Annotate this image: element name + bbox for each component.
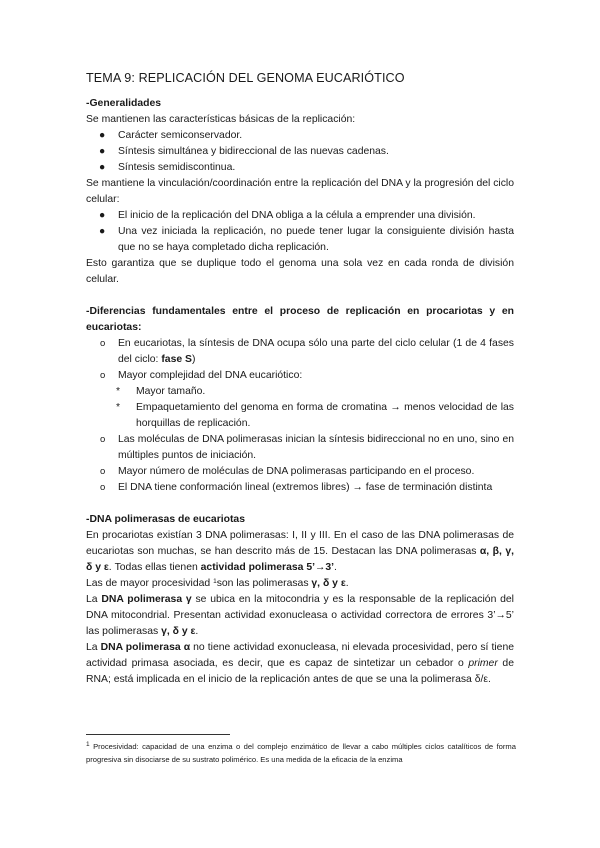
- paragraph: Esto garantiza que se duplique todo el genoma una sola vez en cada ronda de división celular.: [86, 258, 514, 285]
- list-item: ● Síntesis semidiscontinua.: [86, 160, 514, 176]
- list-item: * Mayor tamaño.: [86, 384, 514, 400]
- circle-bullet-icon: o: [100, 482, 106, 493]
- list-item: o El DNA tiene conformación lineal (extremos libres) → fase de terminación distinta: [86, 480, 514, 496]
- paragraph: Las de mayor procesividad $^1$son las polimerasas γ, δ y ε.: [86, 578, 349, 589]
- section-heading-polimerasas: -DNA polimerasas de eucariotas: [86, 514, 245, 525]
- bullet-list: [86, 208, 514, 256]
- paragraph: La DNA polimerasa α no tiene actividad exonucleasa, ni elevada procesividad, pero sí tiene actividad primasa asociada, es decir, que es capaz de sintetizar un cebador o primer de RNA; está implicada en el inicio de la replicación antes de que se una la polimerasa δ/ε.: [86, 642, 514, 685]
- bullet-icon: ●: [99, 226, 106, 237]
- bullet-icon: ●: [99, 162, 106, 173]
- document-body: [86, 70, 514, 688]
- list-item: o Mayor número de moléculas de DNA polimerasas participando en el proceso.: [86, 464, 514, 480]
- list-item: o Las moléculas de DNA polimerasas inician la síntesis bidireccional no en uno, sino en múltiples puntos de iniciación.: [100, 434, 514, 461]
- asterisk-bullet-icon: *: [116, 402, 121, 413]
- list-item: * Empaquetamiento del genoma en forma de cromatina → menos velocidad de las horquillas de replicación.: [116, 402, 514, 429]
- list-item: ● Síntesis simultánea y bidireccional de las nuevas cadenas.: [86, 144, 514, 160]
- list-item: ● Una vez iniciada la replicación, no puede tener lugar la consiguiente división hasta que no se haya completado dicha replicación.: [99, 226, 514, 253]
- list-item: o Mayor complejidad del DNA eucariótico:: [86, 368, 514, 384]
- asterisk-bullet-icon: *: [116, 386, 121, 397]
- footnote-number: 1: [86, 741, 90, 748]
- paragraph: Se mantiene la vinculación/coordinación entre la replicación del DNA y la progresión del ciclo celular:: [86, 178, 514, 205]
- circle-bullet-icon: o: [100, 370, 106, 381]
- list-item: o En eucariotas, la síntesis de DNA ocupa sólo una parte del ciclo celular (1 de 4 fases del ciclo: fase S): [100, 338, 514, 365]
- footnote-ref[interactable]: 1: [213, 578, 217, 585]
- footnote-text: Procesividad: capacidad de una enzima o del complejo enzimático de llevar a cabo múltiples ciclos catalíticos de forma progresiva sin disociarse de su sustrato polimérico. Es una medida de la eficacia de la enzima: [86, 742, 516, 764]
- circle-bullet-icon: o: [100, 466, 106, 477]
- paragraph: En procariotas existían 3 DNA polimerasas: I, II y III. En el caso de las DNA polimerasas de eucariotas son muchas, se han descrito más de 15. Destacan las DNA polimerasas α, β, γ, δ y ε. Todas ellas tienen actividad polimerasa 5’→3’.: [86, 530, 514, 573]
- bullet-icon: ●: [99, 130, 106, 141]
- bullet-icon: ●: [99, 146, 106, 157]
- asterisk-list: [86, 384, 514, 432]
- footnote: [86, 740, 516, 766]
- section-heading-diferencias: -Diferencias fundamentales entre el proceso de replicación en procariotas y en eucariotas:: [86, 306, 514, 333]
- circle-list: [86, 336, 514, 384]
- bullet-icon: ●: [99, 210, 106, 221]
- paragraph: La DNA polimerasa γ se ubica en la mitocondria y es la responsable de la replicación del DNA mitocondrial. Presentan actividad exonucleasa o actividad correctora de errores 3’→5’ las polimerasas γ, δ y ε.: [86, 594, 514, 637]
- footnote-divider: [86, 734, 230, 735]
- document-title: TEMA 9: REPLICACIÓN DEL GENOMA EUCARIÓTICO: [86, 71, 405, 85]
- circle-list: [86, 432, 514, 496]
- list-item: ● Carácter semiconservador.: [86, 128, 514, 144]
- paragraph: Se mantienen las características básicas de la replicación:: [86, 114, 356, 125]
- circle-bullet-icon: o: [100, 434, 106, 445]
- circle-bullet-icon: o: [100, 338, 106, 349]
- section-heading-generalidades: -Generalidades: [86, 98, 162, 109]
- bullet-list: [86, 128, 514, 176]
- list-item: ● El inicio de la replicación del DNA obliga a la célula a emprender una división.: [86, 208, 514, 224]
